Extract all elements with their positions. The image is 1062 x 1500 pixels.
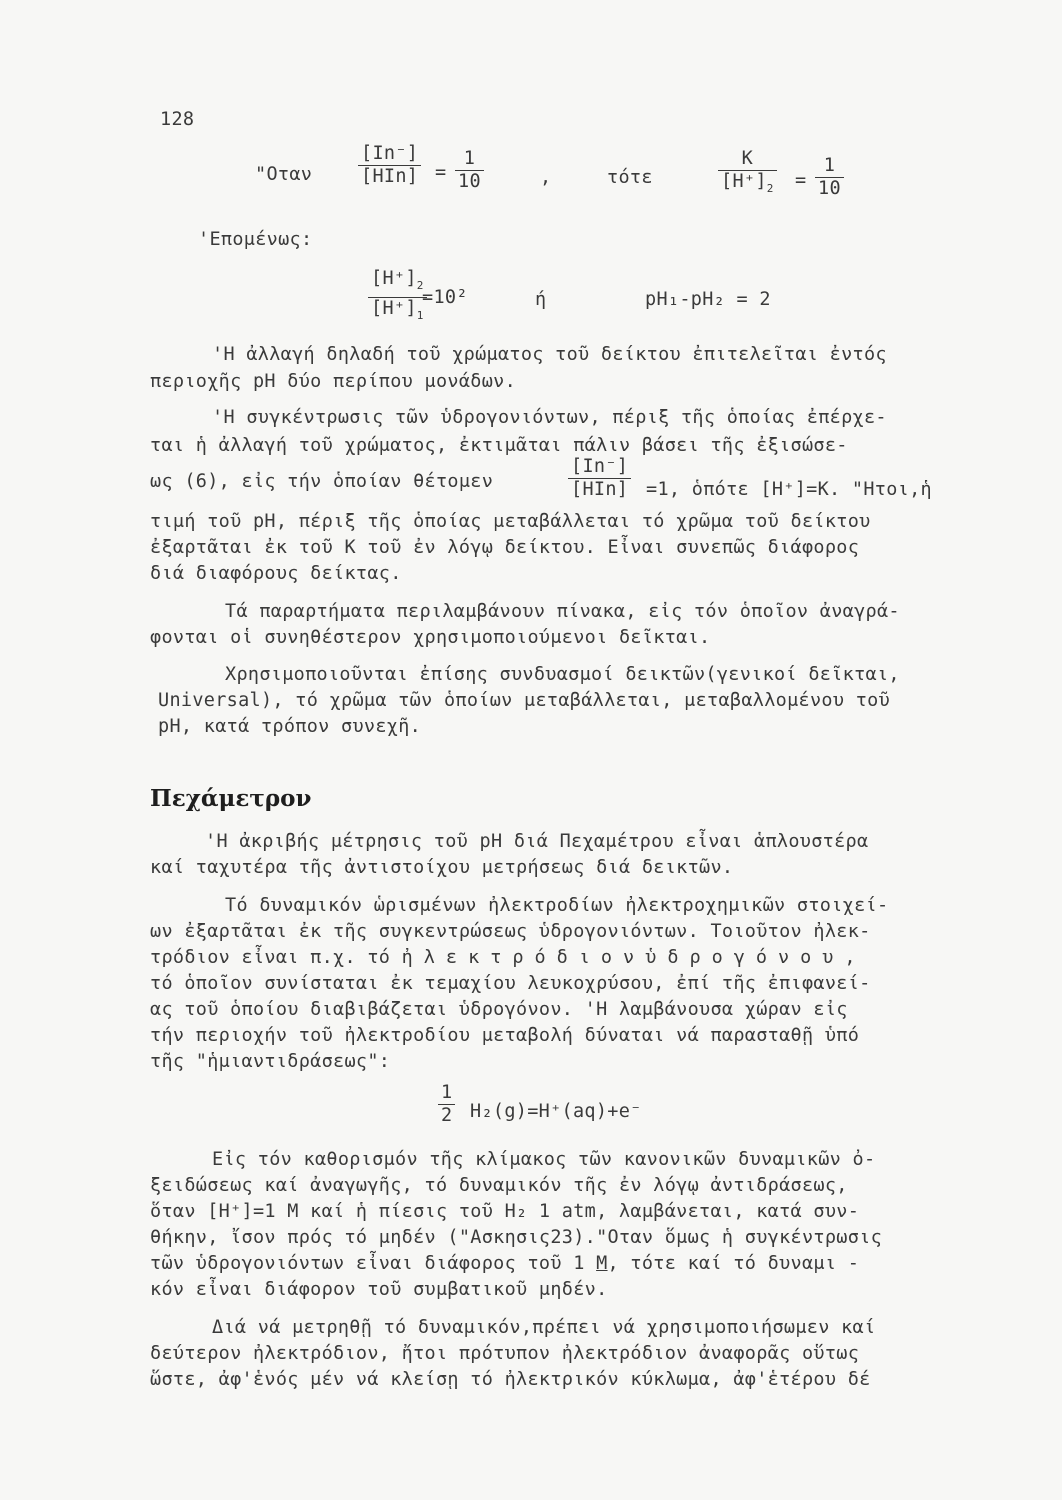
eq1-k-numerator: K [718,148,777,171]
para3-line1: Τά παραρτήματα περιλαμβάνουν πίνακα, εἰς τόν ὁποῖον ἀναγρά- [225,601,900,622]
eq1-equals: = [435,162,447,183]
para5-line1: 'Η ἀκριβής μέτρησις τοῦ pH διά Πεχαμέτρου εἶναι ἁπλουστέρα [205,831,869,852]
para2-line5: ἐξαρτᾶται ἐκ τοῦ Κ τοῦ ἐν λόγῳ δείκτου. Εἶναι συνεπῶς διάφορος [150,537,860,558]
para4-line2: Universal), τό χρῶμα τῶν ὁποίων μεταβάλλεται, μεταβαλλομένου τοῦ [158,690,891,711]
para3-line2: φονται οἱ συνηθέστερον χρησιμοποιούμενοι δεῖκται. [150,627,711,648]
para2-line2: ται ἡ ἀλλαγή τοῦ χρώματος, ἐκτιμᾶται πάλιν βάσει τῆς ἐξισώσε- [150,435,848,456]
para2-line3-pre: ως (6), εἰς τήν ὁποίαν θέτομεν [150,471,494,492]
para6-line7: τῆς "ἡμιαντιδράσεως": [150,1051,391,1072]
para8-line1: Διά νά μετρηθῇ τό δυναμικόν,πρέπει νά χρησιμοποιήσωμεν καί [212,1317,876,1338]
eq2-numerator: [H⁺] [371,268,417,289]
para6-line6: τήν περιοχήν τοῦ ἠλεκτροδίου μεταβολή δύναται νά παρασταθῇ ὑπό [150,1025,860,1046]
para2-fraction-numerator: [In⁻] [568,456,631,479]
eq3-fraction [438,1082,455,1127]
eq1-value-numerator: 1 [455,148,484,171]
eq1-value-denominator: 10 [458,171,481,192]
eq3-numerator: 1 [438,1082,455,1105]
eq1-ratio-numerator: [In⁻] [358,143,421,166]
para4-line1: Χρησιμοποιοῦνται ἐπίσης συνδυασμοί δεικτῶν(γενικοί δεῖκται, [225,664,900,685]
para2-line3-post: =1, ὁπότε [H⁺]=K. "Ητοι,ἡ [646,479,932,500]
para6-spaced-word-2: ὑδρογόνου, [645,947,867,968]
eq1-ratio-denominator: [HIn] [361,166,419,187]
para2-line6: διά διαφόρους δείκτας. [150,563,402,584]
para6-line3 [150,948,867,968]
epomenos-label: 'Επομένως: [198,229,313,250]
para7-line5-molar: M [596,1253,608,1274]
para7-line5 [150,1254,859,1274]
para1-line1: 'Η ἀλλαγή δηλαδή τοῦ χρώματος τοῦ δείκτου ἐπιτελεῖται ἐντός [212,344,887,365]
eq1-value2-denominator: 10 [818,178,841,199]
eq2-numerator-subscript: 2 [416,279,424,292]
eq1-label: "Οταν [255,164,313,185]
eq1-value2-fraction [815,155,844,200]
eq1-k-denominator: [H⁺] [721,171,767,192]
para7-line5-post: , τότε καί τό δυναμι - [607,1253,860,1274]
eq1-k-fraction [718,148,777,200]
eq1-fraction-ratio [358,143,421,188]
para2-line1: 'Η συγκέντρωσις τῶν ὑδρογονιόντων, πέριξ τῆς ὁποίας ἐπέρχε- [212,407,887,428]
para6-line1: Τό δυναμικόν ὡρισμένων ἠλεκτροδίων ἠλεκτροχημικῶν στοιχεί- [225,895,889,916]
para7-line4: θήκην, ἴσον πρός τό μηδέν ("Ασκησις23)."Οταν ὅμως ἡ συγκέντρωσις [150,1227,883,1248]
para2-fraction-denominator: [HIn] [571,479,629,500]
eq1-value-fraction [455,148,484,193]
eq1-k-denominator-subscript: 2 [766,182,774,195]
para7-line2: ξειδώσεως καί ἀναγωγῆς, τό δυναμικόν τῆς ἐν λόγῳ ἀντιδράσεως, [150,1175,848,1196]
eq2-or: ή [535,289,547,310]
para7-line6: κόν εἶναι διάφορον τοῦ συμβατικοῦ μηδέν. [150,1279,608,1300]
eq2-denominator-subscript: 1 [416,309,424,322]
para7-line3: ὅταν [H⁺]=1 M καί ἡ πίεσις τοῦ H₂ 1 atm, λαμβάνεται, κατά συν- [150,1201,860,1222]
eq2-denominator: [H⁺] [371,298,417,319]
para2-line3-fraction [568,456,631,501]
para7-line1: Εἰς τόν καθορισμόν τῆς κλίμακος τῶν κανονικῶν δυναμικῶν ὀ- [212,1149,876,1170]
para4-line3: pH, κατά τρόπον συνεχῆ. [158,716,422,737]
eq2-ph-difference: pH₁-pH₂ = 2 [645,289,771,310]
eq2-rhs: =10² [422,287,468,308]
para2-line4: τιμή τοῦ pH, πέριξ τῆς ὁποίας μεταβάλλεται τό χρῶμα τοῦ δείκτου [150,511,871,532]
eq1-tote: τότε [607,167,653,188]
para6-line2: ων ἐξαρτᾶται ἐκ τῆς συγκεντρώσεως ὑδρογονιόντων. Τοιοῦτον ἠλεκ- [150,921,871,942]
para6-line4: τό ὁποῖον συνίσταται ἐκ τεμαχίου λευκοχρύσου, ἐπί τῆς ἐπιφανεί- [150,973,871,994]
page-number: 128 [160,109,195,130]
para6-line3-pre: τρόδιον εἶναι π.χ. τό [150,947,391,968]
para8-line3: ὥστε, ἀφ'ἑνός μέν νά κλείσῃ τό ἠλεκτρικόν κύκλωμα, ἀφ'ἑτέρου δέ [150,1369,871,1390]
eq1-comma: , [540,167,552,188]
para6-line5: ας τοῦ ὁποίου διαβιβάζεται ὑδρογόνον. 'Η λαμβάνουσα χώραν εἰς [150,999,848,1020]
section-heading: Πεχάμετρον [150,785,312,812]
eq3-reaction: H₂(g)=H⁺(aq)+e⁻ [470,1101,642,1122]
para1-line2: περιοχῆς pH δύο περίπου μονάδων. [150,371,517,392]
eq1-equals-2: = [795,170,807,191]
para7-line5-pre: τῶν ὑδρογονιόντων εἶναι διάφορος τοῦ 1 [150,1253,597,1274]
eq3-denominator: 2 [441,1105,453,1126]
eq2-fraction [368,268,427,327]
para5-line2: καί ταχυτέρα τῆς ἀντιστοίχου μετρήσεως διά δεικτῶν. [150,857,734,878]
para8-line2: δεύτερον ἠλεκτρόδιον, ἤτοι πρότυπον ἠλεκτρόδιον ἀναφορᾶς οὕτως [150,1343,860,1364]
para6-spaced-word-1: ἠλεκτρόδιον [401,947,646,968]
eq1-value2-numerator: 1 [815,155,844,178]
